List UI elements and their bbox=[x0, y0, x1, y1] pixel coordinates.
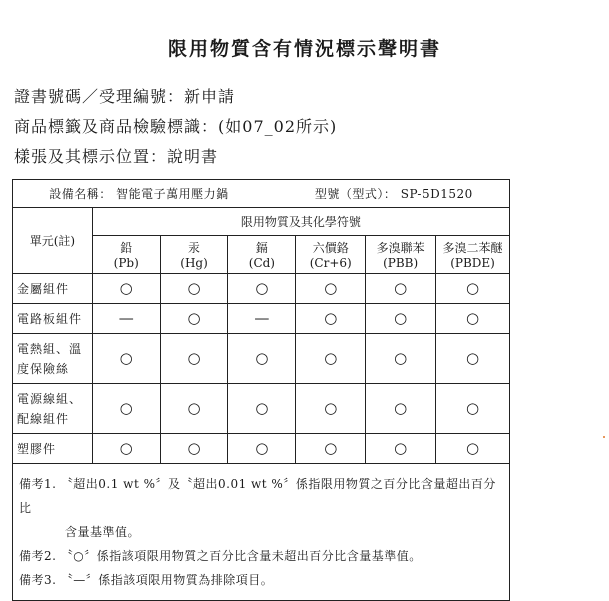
substance-group-header: 限用物質及其化學符號 bbox=[92, 208, 509, 236]
device-info-row bbox=[13, 180, 510, 208]
label-marking-value: (如07_02所示) bbox=[218, 117, 338, 136]
not-exceeding-mark: ○ bbox=[255, 349, 269, 367]
content-cell bbox=[366, 304, 436, 334]
certificate-number-value: 新申請 bbox=[184, 87, 236, 106]
not-exceeding-mark: ○ bbox=[187, 279, 201, 297]
content-cell bbox=[160, 274, 228, 304]
not-exceeding-mark: ○ bbox=[394, 309, 408, 327]
sample-position-label: 樣張及其標示位置 ： bbox=[14, 147, 167, 166]
content-cell bbox=[366, 384, 436, 434]
content-cell bbox=[366, 334, 436, 384]
substance-symbol: (Cd) bbox=[248, 256, 275, 270]
not-exceeding-mark: ○ bbox=[324, 439, 338, 457]
not-exceeding-mark: ○ bbox=[255, 399, 269, 417]
unit-name: 塑膠件 bbox=[13, 434, 93, 464]
content-cell bbox=[228, 434, 296, 464]
not-exceeding-mark: ○ bbox=[465, 279, 480, 297]
content-cell bbox=[296, 334, 366, 384]
device-info-cell bbox=[13, 180, 510, 208]
content-cell bbox=[228, 384, 296, 434]
note-2 bbox=[19, 544, 503, 568]
table-row bbox=[13, 384, 510, 434]
not-exceeding-mark: ○ bbox=[324, 399, 338, 417]
not-exceeding-mark: ○ bbox=[187, 439, 201, 457]
table-row bbox=[13, 274, 510, 304]
restricted-substance-table bbox=[12, 179, 510, 601]
substance-header-4 bbox=[366, 236, 436, 274]
not-exceeding-mark: ○ bbox=[255, 439, 269, 457]
content-cell bbox=[92, 434, 160, 464]
not-exceeding-mark: ○ bbox=[255, 279, 269, 297]
not-exceeding-mark: ○ bbox=[187, 309, 201, 327]
substance-header-1 bbox=[160, 236, 228, 274]
device-name-label: 設備名稱： bbox=[49, 187, 112, 201]
note-3-prefix: 備考3. bbox=[19, 573, 57, 587]
content-cell bbox=[160, 384, 228, 434]
unit-name: 電熱組、溫度保險絲 bbox=[13, 334, 93, 384]
not-exceeding-mark: ○ bbox=[119, 439, 133, 457]
content-cell bbox=[228, 274, 296, 304]
content-cell bbox=[436, 274, 510, 304]
model-label: 型號（型式）： bbox=[314, 187, 397, 201]
not-exceeding-mark: ○ bbox=[394, 349, 408, 367]
note-1-continuation: 含量基準值。 bbox=[65, 525, 141, 539]
not-exceeding-mark: ○ bbox=[119, 279, 133, 297]
not-exceeding-mark: ○ bbox=[324, 349, 338, 367]
substance-symbol: (Cr+6) bbox=[309, 256, 352, 270]
certificate-number-label: 證書號碼／受理編號 ： bbox=[14, 87, 184, 106]
not-exceeding-mark: ○ bbox=[394, 439, 408, 457]
content-cell bbox=[436, 304, 510, 334]
substance-symbol: (Pb) bbox=[113, 256, 139, 270]
notes-cell bbox=[13, 464, 510, 601]
content-cell bbox=[436, 384, 510, 434]
not-exceeding-mark: ○ bbox=[119, 399, 133, 417]
substance-symbol: (PBB) bbox=[383, 256, 419, 270]
document-title: 限用物質含有情況標示聲明書 bbox=[167, 38, 441, 60]
unit-name: 電源線組、配線組件 bbox=[13, 384, 93, 434]
content-cell bbox=[436, 334, 510, 384]
not-exceeding-mark: ○ bbox=[394, 399, 408, 417]
content-cell bbox=[92, 384, 160, 434]
content-cell bbox=[228, 304, 296, 334]
substance-header-3 bbox=[296, 236, 366, 274]
table-body bbox=[13, 274, 510, 464]
not-exceeding-mark: ○ bbox=[465, 399, 480, 417]
note-1-text: 〝超出0.1 wt %〞及〝超出0.01 wt %〞係指限用物質之百分比含量超出百分比 bbox=[19, 477, 496, 515]
excluded-mark: — bbox=[118, 309, 134, 327]
not-exceeding-mark: ○ bbox=[394, 279, 408, 297]
not-exceeding-mark: ○ bbox=[324, 279, 338, 297]
note-2-text: 〝○〞係指該項限用物質之百分比含量未超出百分比含量基準值。 bbox=[60, 549, 422, 563]
content-cell bbox=[160, 304, 228, 334]
stray-dot bbox=[603, 436, 605, 438]
label-marking-line bbox=[14, 114, 337, 137]
content-cell bbox=[366, 274, 436, 304]
sample-position-value: 說明書 bbox=[167, 147, 219, 166]
sample-position-line bbox=[14, 144, 218, 167]
unit-header: 單元(註) bbox=[13, 208, 93, 274]
substance-header-2 bbox=[228, 236, 296, 274]
label-marking-label: 商品標籤及商品檢驗標識 ： bbox=[14, 117, 218, 136]
note-1 bbox=[19, 472, 503, 520]
content-cell bbox=[296, 434, 366, 464]
not-exceeding-mark: ○ bbox=[187, 349, 201, 367]
substance-name: 鉛 bbox=[120, 241, 133, 255]
substance-symbol: (PBDE) bbox=[450, 256, 495, 270]
note-3-text: 〝—〞係指該項限用物質為排除項目。 bbox=[60, 573, 274, 587]
content-cell bbox=[92, 274, 160, 304]
table-row bbox=[13, 334, 510, 384]
content-cell bbox=[160, 334, 228, 384]
content-cell bbox=[92, 304, 160, 334]
substance-name: 鎘 bbox=[255, 241, 268, 255]
note-2-prefix: 備考2. bbox=[19, 549, 57, 563]
substance-name: 多溴聯苯 bbox=[376, 241, 425, 255]
content-cell bbox=[228, 334, 296, 384]
table-row bbox=[13, 304, 510, 334]
content-cell bbox=[160, 434, 228, 464]
substance-symbol: (Hg) bbox=[180, 256, 208, 270]
unit-name: 金屬組件 bbox=[13, 274, 93, 304]
table-row bbox=[13, 434, 510, 464]
not-exceeding-mark: ○ bbox=[324, 309, 338, 327]
not-exceeding-mark: ○ bbox=[119, 349, 133, 367]
substance-header-5 bbox=[436, 236, 510, 274]
not-exceeding-mark: ○ bbox=[465, 439, 480, 457]
content-cell bbox=[296, 304, 366, 334]
note-1-prefix: 備考1. bbox=[19, 477, 57, 491]
substance-name: 汞 bbox=[188, 241, 201, 255]
not-exceeding-mark: ○ bbox=[187, 399, 201, 417]
note-3 bbox=[19, 568, 503, 592]
content-cell bbox=[296, 274, 366, 304]
content-cell bbox=[366, 434, 436, 464]
unit-name: 電路板組件 bbox=[13, 304, 93, 334]
not-exceeding-mark: ○ bbox=[465, 349, 480, 367]
certificate-number-line bbox=[14, 84, 235, 107]
content-cell bbox=[92, 334, 160, 384]
not-exceeding-mark: ○ bbox=[465, 309, 480, 327]
content-cell bbox=[436, 434, 510, 464]
model-number: SP-5D1520 bbox=[400, 187, 473, 201]
excluded-mark: — bbox=[254, 309, 270, 327]
substance-name: 多溴二苯醚 bbox=[442, 241, 503, 255]
device-name: 智能電子萬用壓力鍋 bbox=[116, 187, 229, 201]
substance-name: 六價鉻 bbox=[312, 241, 349, 255]
substance-header-0 bbox=[92, 236, 160, 274]
content-cell bbox=[296, 384, 366, 434]
